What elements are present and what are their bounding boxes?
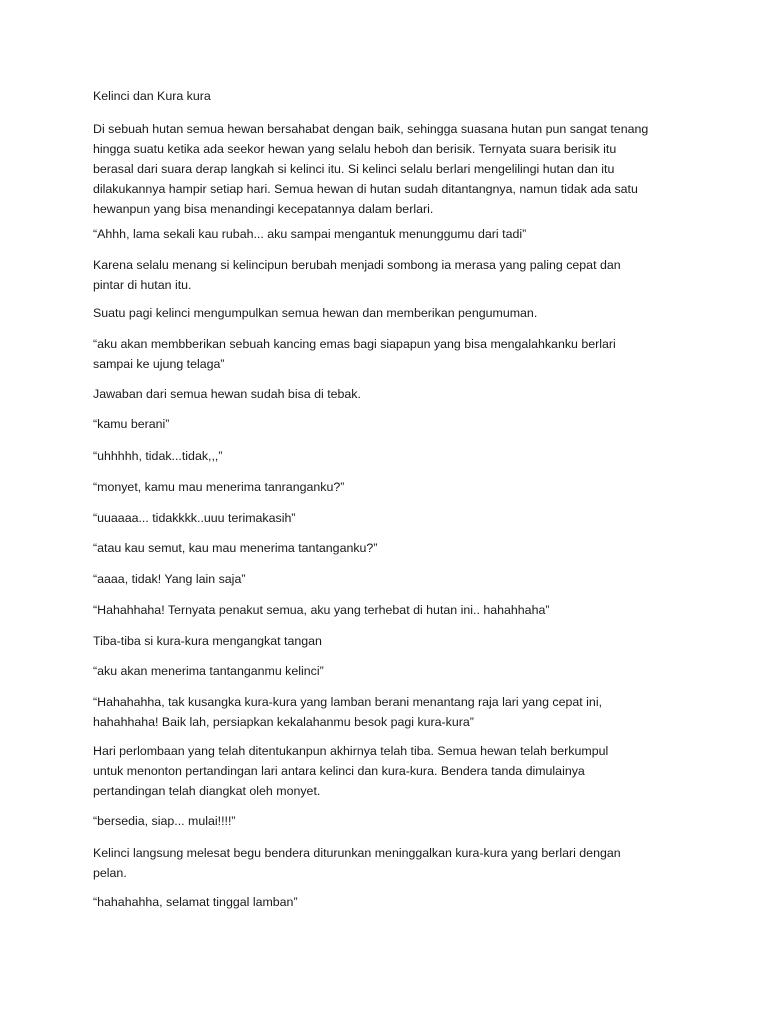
paragraph-line: hewanpun yang bisa menandingi kecepatannya dalam berlari.	[93, 202, 434, 216]
paragraph-line: Jawaban dari semua hewan sudah bisa di tebak.	[93, 387, 361, 401]
paragraph-line: “uuaaaa... tidakkkk..uuu terimakasih”	[93, 511, 296, 525]
paragraph	[93, 569, 693, 589]
paragraph-line: “bersedia, siap... mulai!!!!”	[93, 814, 236, 828]
paragraph	[93, 477, 693, 497]
paragraph-line: Suatu pagi kelinci mengumpulkan semua hewan dan memberikan pengumuman.	[93, 306, 538, 320]
paragraph-line: “atau kau semut, kau mau menerima tantanganku?”	[93, 541, 378, 555]
paragraph-line: berasal dari suara derap langkah si kelinci itu. Si kelinci selalu berlari mengelilingi hutan dan itu	[93, 162, 615, 176]
paragraph-line: pintar di hutan itu.	[93, 278, 192, 292]
paragraph-line: Di sebuah hutan semua hewan bersahabat dengan baik, sehingga suasana hutan pun sangat tenang	[93, 122, 649, 136]
paragraph	[93, 119, 693, 219]
paragraph-line: hahahhaha! Baik lah, persiapkan kekalahanmu besok pagi kura-kura”	[93, 715, 474, 729]
paragraph	[93, 538, 693, 558]
paragraph	[93, 631, 693, 651]
paragraph-line: “hahahahha, selamat tinggal lamban”	[93, 895, 298, 909]
paragraph	[93, 508, 693, 528]
paragraph	[93, 692, 693, 732]
paragraph	[93, 892, 693, 912]
paragraph-line: “aku akan membberikan sebuah kancing emas bagi siapapun yang bisa mengalahkanku berlari	[93, 337, 616, 351]
paragraph-line: “kamu berani”	[93, 417, 170, 431]
paragraph-line: “Hahahahha, tak kusangka kura-kura yang lamban berani menantang raja lari yang cepat ini,	[93, 695, 603, 709]
paragraph	[93, 600, 693, 620]
paragraph-line: “uhhhhh, tidak...tidak,,,”	[93, 449, 223, 463]
paragraph-line: sampai ke ujung telaga”	[93, 357, 225, 371]
paragraph	[93, 741, 693, 801]
paragraph-line: “monyet, kamu mau menerima tanranganku?”	[93, 480, 345, 494]
paragraph-line: pertandingan telah diangkat oleh monyet.	[93, 784, 321, 798]
paragraph-line: “Ahhh, lama sekali kau rubah... aku sampai mengantuk menunggumu dari tadi”	[93, 227, 527, 241]
paragraph	[93, 843, 693, 883]
paragraph-line: Kelinci langsung melesat begu bendera diturunkan meninggalkan kura-kura yang berlari dengan	[93, 846, 621, 860]
paragraph	[93, 446, 693, 466]
paragraph-line: Hari perlombaan yang telah ditentukanpun akhirnya telah tiba. Semua hewan telah berkumpul	[93, 744, 609, 758]
paragraph	[93, 384, 693, 404]
paragraph	[93, 255, 693, 295]
paragraph-line: hingga suatu ketika ada seekor hewan yang selalu heboh dan berisik. Ternyata suara berisik itu	[93, 142, 617, 156]
paragraph-line: Karena selalu menang si kelincipun berubah menjadi sombong ia merasa yang paling cepat dan	[93, 258, 621, 272]
paragraph-line: “aaaa, tidak! Yang lain saja”	[93, 572, 246, 586]
paragraph	[93, 414, 693, 434]
paragraph	[93, 334, 693, 374]
paragraph	[93, 224, 693, 244]
paragraph-line: dilakukannya hampir setiap hari. Semua hewan di hutan sudah ditantangnya, namun tidak ada satu	[93, 182, 638, 196]
paragraph-line: Tiba-tiba si kura-kura mengangkat tangan	[93, 634, 322, 648]
paragraph-line: untuk menonton pertandingan lari antara kelinci dan kura-kura. Bendera tanda dimulainya	[93, 764, 585, 778]
paragraph	[93, 661, 693, 681]
paragraph	[93, 303, 693, 323]
paragraph-line: “Hahahhaha! Ternyata penakut semua, aku yang terhebat di hutan ini.. hahahhaha”	[93, 603, 550, 617]
paragraph-line: pelan.	[93, 866, 127, 880]
paragraph	[93, 811, 693, 831]
document-title: Kelinci dan Kura kura	[93, 89, 211, 103]
paragraph-line: “aku akan menerima tantanganmu kelinci”	[93, 664, 324, 678]
